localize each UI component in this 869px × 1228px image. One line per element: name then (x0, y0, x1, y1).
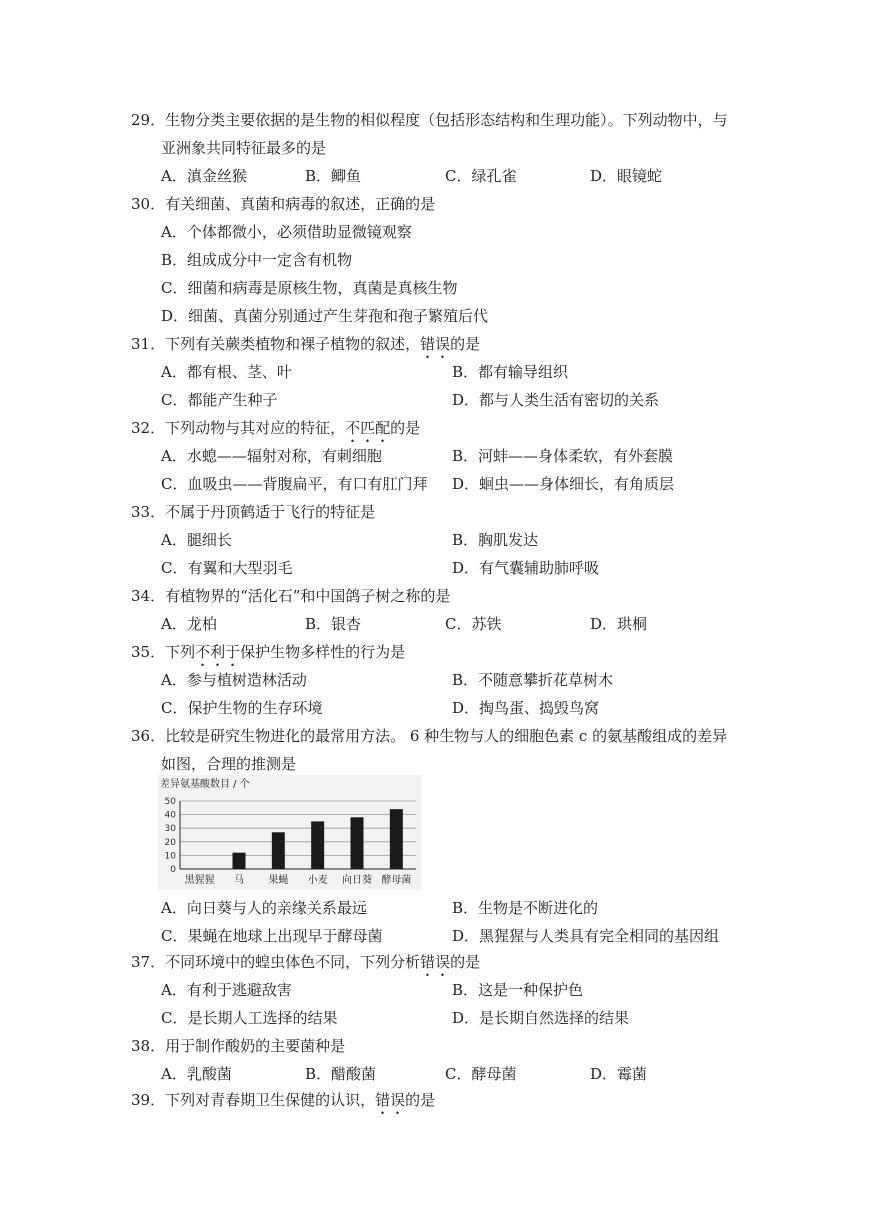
chart-category-label: 小麦 (307, 875, 328, 886)
chart-bar (311, 821, 324, 869)
q34-option-b: B．银杏 (305, 615, 362, 633)
q36-stem-line1: 36．比较是研究生物进化的最常用方法。 6 种生物与人的细胞色素 c 的氨基酸组成的差异 (131, 727, 728, 745)
q33-stem: 33．不属于丹顶鹤适于飞行的特征是 (131, 503, 376, 521)
chart-category-label: 向日葵 (342, 875, 372, 886)
q37-option-c: C．是长期人工选择的结果 (161, 1009, 338, 1027)
q32-stem-emphasis: 不匹配 (345, 419, 391, 437)
q29-stem-line1: 29．生物分类主要依据的是生物的相似程度（包括形态结构和生理功能）。下列动物中，与 (131, 111, 728, 129)
chart-y-tick-label: 30 (164, 824, 176, 835)
q30-option-c: C．细菌和病毒是原核生物，真菌是真核生物 (161, 279, 458, 297)
q30-option-b: B．组成成分中一定含有机物 (161, 251, 353, 269)
q31-stem-post: 的是 (450, 335, 481, 353)
q31-option-c: C．都能产生种子 (161, 391, 278, 409)
q36-option-b: B．生物是不断进化的 (452, 899, 599, 917)
chart-y-tick-label: 0 (170, 865, 176, 875)
q34-stem: 34．有植物界的“活化石”和中国鸽子树之称的是 (131, 587, 451, 605)
q32-stem (131, 418, 420, 446)
q32-option-d: D．蛔虫——身体细长，有角质层 (452, 475, 675, 493)
q37-stem (131, 952, 480, 980)
q33-option-d: D．有气囊辅助肺呼吸 (452, 559, 600, 577)
q37-stem-pre: 37．不同环境中的蝗虫体色不同，下列分析 (131, 953, 421, 971)
q35-stem-emphasis: 不利于 (195, 643, 241, 661)
q31-stem-pre: 31．下列有关蕨类植物和裸子植物的叙述， (131, 335, 421, 353)
q35-option-a: A．参与植树造林活动 (161, 671, 307, 689)
chart-bar (272, 832, 285, 869)
chart-bar (233, 853, 246, 869)
q32-option-b: B．河蚌——身体柔软，有外套膜 (452, 447, 674, 465)
q35-stem (131, 642, 405, 670)
q32-option-c: C．血吸虫——背腹扁平，有口有肛门拜 (161, 475, 428, 493)
chart-title: 差异氨基酸数目 / 个 (160, 779, 250, 790)
q37-stem-post: 的是 (450, 953, 481, 971)
q38-option-b: B．醋酸菌 (305, 1065, 377, 1083)
q33-option-c: C．有翼和大型羽毛 (161, 559, 293, 577)
q31-option-b: B．都有输导组织 (452, 363, 569, 381)
chart-category-label: 酵母菌 (381, 875, 412, 886)
q29-option-d: D．眼镜蛇 (590, 167, 663, 185)
q39-stem-emphasis: 错误 (375, 1091, 406, 1109)
chart-y-tick-label: 50 (164, 797, 176, 807)
chart-bar (351, 817, 364, 869)
chart-background (158, 775, 422, 890)
q31-option-d: D．都与人类生活有密切的关系 (452, 391, 660, 409)
q31-stem (131, 334, 480, 362)
q30-option-a: A．个体都微小，必须借助显微镜观察 (161, 223, 412, 241)
chart-bar (390, 809, 403, 869)
q36-option-d: D．黑猩猩与人类具有完全相同的基因组 (452, 927, 720, 945)
q36-option-a: A．向日葵与人的亲缘关系最远 (161, 899, 367, 917)
q32-stem-pre: 32．下列动物与其对应的特征， (131, 419, 346, 437)
q38-stem: 38．用于制作酸奶的主要菌种是 (131, 1037, 346, 1055)
q35-option-c: C．保护生物的生存环境 (161, 699, 323, 717)
q33-option-b: B．胸肌发达 (452, 531, 539, 549)
chart-y-tick-label: 20 (164, 837, 176, 848)
q35-stem-post: 保护生物多样性的行为是 (240, 643, 406, 661)
q38-option-c: C．酵母菌 (445, 1065, 517, 1083)
q35-option-d: D．掏鸟蛋、捣毁鸟窝 (452, 699, 600, 717)
q37-option-d: D．是长期自然选择的结果 (452, 1009, 630, 1027)
q35-stem-pre: 35．下列 (131, 643, 196, 661)
chart-y-tick-label: 10 (164, 851, 176, 862)
q38-option-d: D．霉菌 (590, 1065, 648, 1083)
chart-y-tick-label: 40 (164, 810, 176, 821)
q37-option-a: A．有利于逃避敌害 (161, 981, 292, 999)
q31-stem-emphasis: 错误 (420, 335, 451, 353)
chart-category-label: 果蝇 (268, 875, 289, 886)
q34-option-c: C．苏铁 (445, 615, 502, 633)
q39-stem-pre: 39．下列对青春期卫生保健的认识， (131, 1091, 376, 1109)
q35-option-b: B．不随意攀折花草树木 (452, 671, 614, 689)
q36-option-c: C．果蝇在地球上出现早于酵母菌 (161, 927, 383, 945)
q32-option-a: A．水螅——辐射对称，有刺细胞 (161, 447, 382, 465)
q36-stem-line2: 如图，合理的推测是 (161, 755, 297, 773)
q31-option-a: A．都有根、茎、叶 (161, 363, 292, 381)
q39-stem-post: 的是 (405, 1091, 436, 1109)
q37-option-b: B．这是一种保护色 (452, 981, 584, 999)
q29-option-c: C．绿孔雀 (445, 167, 517, 185)
q34-option-a: A．龙柏 (161, 615, 217, 633)
q33-option-a: A．腿细长 (161, 531, 232, 549)
chart-category-label: 黑猩猩 (184, 875, 215, 886)
q30-option-d: D．细菌、真菌分别通过产生芽孢和孢子繁殖后代 (161, 307, 489, 325)
q37-stem-emphasis: 错误 (420, 953, 451, 971)
q30-stem: 30．有关细菌、真菌和病毒的叙述，正确的是 (131, 195, 436, 213)
q34-option-d: D．珙桐 (590, 615, 648, 633)
q29-stem-line2: 亚洲象共同特征最多的是 (161, 139, 327, 157)
q29-option-a: A．滇金丝猴 (161, 167, 247, 185)
q29-option-b: B．鲫鱼 (305, 167, 362, 185)
q39-stem (131, 1090, 435, 1118)
amino-acid-difference-bar-chart (158, 775, 422, 890)
chart-category-label: 马 (234, 875, 244, 886)
q38-option-a: A．乳酸菌 (161, 1065, 232, 1083)
q32-stem-post: 的是 (390, 419, 421, 437)
